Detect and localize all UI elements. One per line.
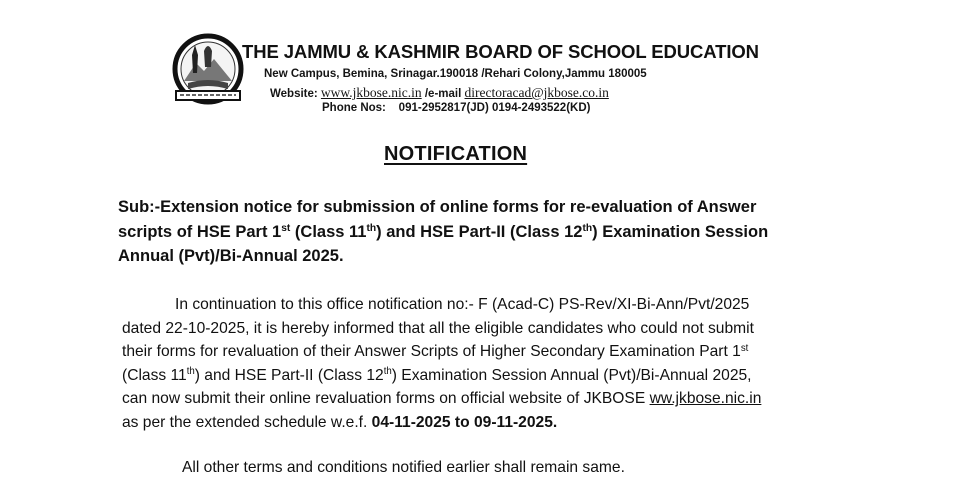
email-link[interactable]: directoracad@jkbose.co.in	[464, 85, 609, 100]
subject-line: Annual (Pvt)/Bi-Annual 2025.	[118, 247, 344, 265]
phone-label: Phone Nos:	[322, 102, 386, 114]
phone-line	[322, 102, 590, 114]
website-link[interactable]: www.jkbose.nic.in	[320, 85, 422, 100]
jkbose-emblem-icon	[170, 33, 246, 109]
organization-address: New Campus, Bemina, Srinagar.190018 /Rehari Colony,Jammu 180005	[264, 68, 647, 80]
closing-statement: All other terms and conditions notified earlier shall remain same.	[182, 459, 625, 476]
organization-name: THE JAMMU & KASHMIR BOARD OF SCHOOL EDUCATION	[242, 41, 759, 62]
email-label: /e-mail	[421, 88, 465, 100]
phone-numbers: 091-2952817(JD) 0194-2493522(KD)	[398, 102, 591, 114]
body-line: (Class 11th) and HSE Part-II (Class 12th) Examination Session Annual (Pvt)/Bi-Annual 2025,	[122, 366, 752, 384]
body-line: In continuation to this office notification no:- F (Acad-C) PS-Rev/XI-Bi-Ann/Pvt/2025	[175, 296, 750, 313]
notice-subject	[118, 195, 838, 269]
notice-title: NOTIFICATION	[384, 143, 528, 165]
start-date: 04-11-2025	[371, 413, 451, 431]
website-label: Website:	[270, 88, 321, 100]
notice-body	[122, 293, 842, 435]
subject-line: Sub:-Extension notice for submission of online forms for re-evaluation of Answer	[118, 198, 757, 216]
end-date: 09-11-2025.	[473, 413, 558, 431]
body-line: as per the extended schedule w.e.f. 04-11-2025 to 09-11-2025.	[122, 413, 558, 431]
body-line: can now submit their online revaluation forms on official website of JKBOSE ww.jkbose.nic.in	[122, 390, 762, 408]
body-line: their forms for revaluation of their Answer Scripts of Higher Secondary Examination Part 1st	[122, 342, 749, 361]
subject-line: scripts of HSE Part 1st (Class 11th) and HSE Part-II (Class 12th) Examination Session	[118, 222, 769, 241]
body-line: dated 22-10-2025, it is hereby informed that all the eligible candidates who could not submit	[122, 319, 754, 337]
contact-line	[270, 85, 609, 101]
jkbose-website-link[interactable]: ww.jkbose.nic.in	[649, 390, 762, 408]
letterhead	[170, 30, 770, 120]
